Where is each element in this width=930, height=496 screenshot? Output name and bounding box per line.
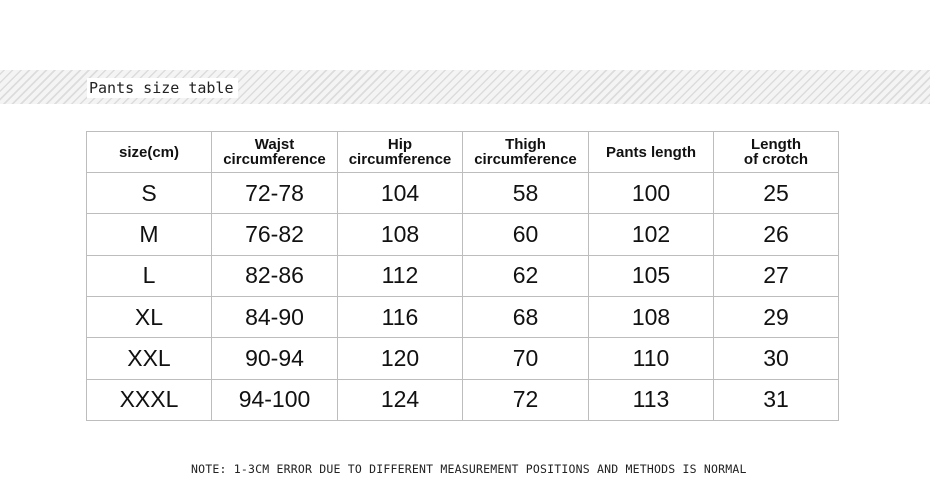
cell-waist: 76-82 <box>212 214 338 255</box>
cell-waist: 84-90 <box>212 296 338 337</box>
header-crotch-length: Length of crotch <box>714 132 839 173</box>
cell-size: M <box>87 214 212 255</box>
header-thigh: Thigh circumference <box>463 132 589 173</box>
cell-hip: 104 <box>338 173 463 214</box>
table-row <box>87 173 839 214</box>
page-title: Pants size table <box>87 78 238 98</box>
cell-thigh: 60 <box>463 214 589 255</box>
cell-hip: 112 <box>338 255 463 296</box>
table-row <box>87 338 839 379</box>
cell-pants-length: 102 <box>589 214 714 255</box>
table-row <box>87 379 839 420</box>
cell-size: XXL <box>87 338 212 379</box>
cell-pants-length: 113 <box>589 379 714 420</box>
cell-pants-length: 110 <box>589 338 714 379</box>
cell-hip: 116 <box>338 296 463 337</box>
header-pants-length: Pants length <box>589 132 714 173</box>
cell-crotch-length: 29 <box>714 296 839 337</box>
cell-crotch-length: 31 <box>714 379 839 420</box>
cell-size: L <box>87 255 212 296</box>
table-row <box>87 214 839 255</box>
cell-thigh: 62 <box>463 255 589 296</box>
cell-pants-length: 100 <box>589 173 714 214</box>
cell-thigh: 58 <box>463 173 589 214</box>
cell-crotch-length: 27 <box>714 255 839 296</box>
cell-waist: 72-78 <box>212 173 338 214</box>
cell-waist: 94-100 <box>212 379 338 420</box>
cell-crotch-length: 25 <box>714 173 839 214</box>
table-header-row <box>87 132 839 173</box>
cell-hip: 108 <box>338 214 463 255</box>
measurement-note: NOTE: 1-3CM ERROR DUE TO DIFFERENT MEASUREMENT POSITIONS AND METHODS IS NORMAL <box>191 462 747 476</box>
cell-size: XXXL <box>87 379 212 420</box>
cell-size: S <box>87 173 212 214</box>
cell-thigh: 68 <box>463 296 589 337</box>
cell-thigh: 72 <box>463 379 589 420</box>
cell-crotch-length: 30 <box>714 338 839 379</box>
table-row <box>87 255 839 296</box>
cell-waist: 90-94 <box>212 338 338 379</box>
cell-hip: 120 <box>338 338 463 379</box>
cell-crotch-length: 26 <box>714 214 839 255</box>
cell-pants-length: 105 <box>589 255 714 296</box>
size-table <box>86 131 839 421</box>
table-row <box>87 296 839 337</box>
header-hip: Hip circumference <box>338 132 463 173</box>
cell-pants-length: 108 <box>589 296 714 337</box>
cell-size: XL <box>87 296 212 337</box>
header-size: size(cm) <box>87 132 212 173</box>
cell-hip: 124 <box>338 379 463 420</box>
cell-thigh: 70 <box>463 338 589 379</box>
cell-waist: 82-86 <box>212 255 338 296</box>
header-waist: Wajst circumference <box>212 132 338 173</box>
